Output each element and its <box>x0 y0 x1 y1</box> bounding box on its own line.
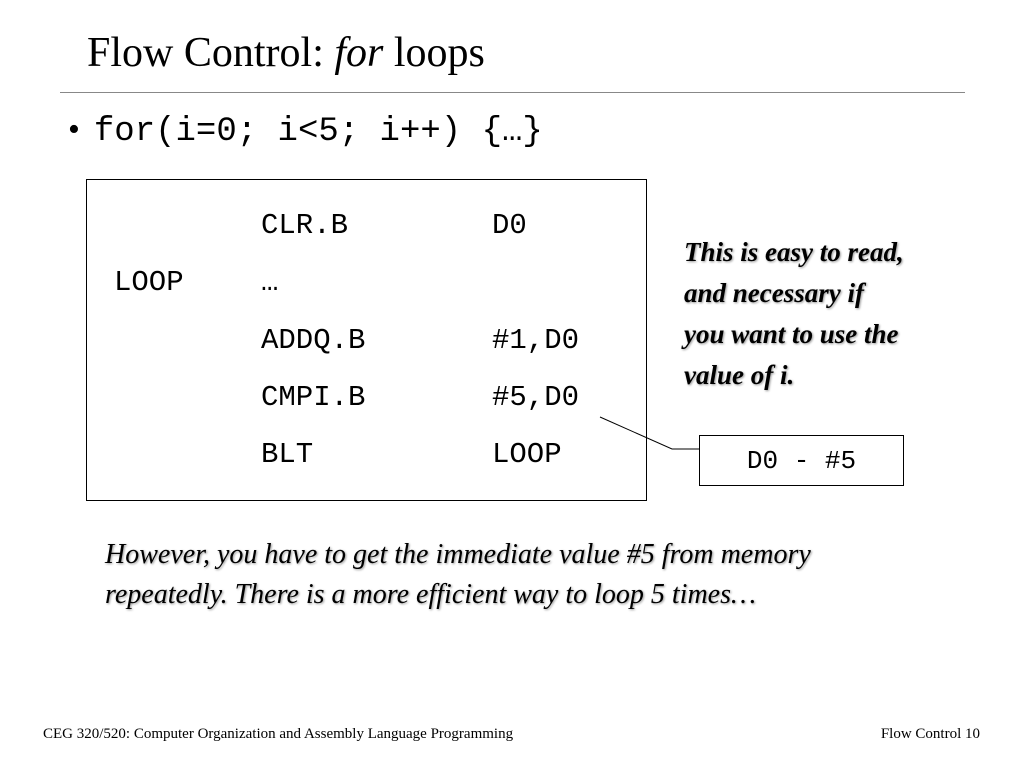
code-op-1: CLR.B <box>261 209 349 242</box>
assembly-code-box <box>86 179 647 501</box>
code-arg-5: LOOP <box>492 438 562 471</box>
code-label-2: LOOP <box>114 266 184 299</box>
code-arg-1: D0 <box>492 209 527 242</box>
code-arg-3: #1,D0 <box>492 324 580 357</box>
title-suffix: loops <box>383 30 485 76</box>
footer-slide-number: Flow Control 10 <box>880 726 980 742</box>
bottom-note-line: However, you have to get the immediate value #5 from memory <box>105 539 811 570</box>
slide-title <box>87 30 485 76</box>
side-note-line: you want to use the <box>684 319 899 349</box>
bullet-item <box>68 110 543 153</box>
side-note-line: This is easy to read, <box>684 237 904 267</box>
code-op-3: ADDQ.B <box>261 324 366 357</box>
cmpi-result-box: D0 - #5 <box>699 435 904 486</box>
footer-course: CEG 320/520: Computer Organization and Assembly Language Programming <box>43 726 514 742</box>
code-arg-4: #5,D0 <box>492 381 580 414</box>
side-note <box>684 232 974 396</box>
title-divider <box>60 92 965 93</box>
title-emphasis: for <box>334 30 384 76</box>
side-note-line: and necessary if <box>684 278 864 308</box>
bullet-code: for(i=0; i<5; i++) {…} <box>93 113 543 151</box>
bottom-note <box>105 535 811 615</box>
bottom-note-line: repeatedly. There is a more efficient way to loop 5 times… <box>105 579 756 610</box>
code-op-2: … <box>261 266 279 299</box>
bullet-symbol: • <box>68 111 80 148</box>
side-note-line: value of i. <box>684 360 795 390</box>
title-prefix: Flow Control: <box>87 30 335 76</box>
code-op-4: CMPI.B <box>261 381 366 414</box>
code-op-5: BLT <box>261 438 314 471</box>
